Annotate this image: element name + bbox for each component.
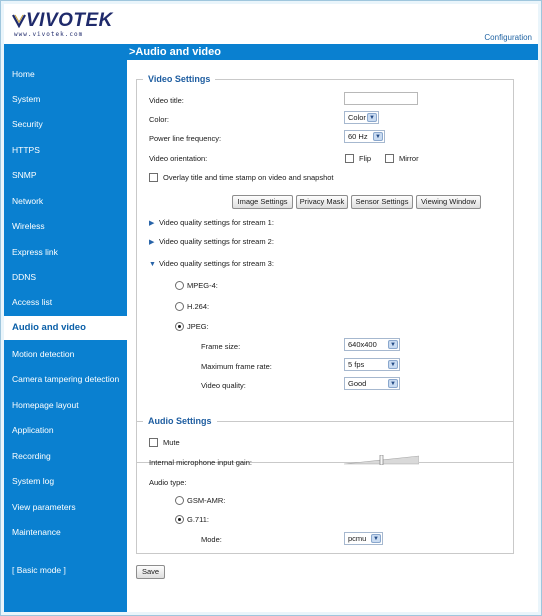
header (4, 4, 538, 44)
stream1-expander[interactable] (149, 218, 274, 227)
sidebar-item-home[interactable]: Home (12, 69, 35, 79)
mirror-checkbox[interactable] (385, 154, 394, 163)
video-settings-legend: Video Settings (143, 74, 215, 84)
mute-label: Mute (163, 438, 180, 447)
sidebar-item-snmp[interactable]: SNMP (12, 170, 37, 180)
power-line-frequency-value: 60 Hz (348, 132, 368, 141)
power-line-frequency-label: Power line frequency: (149, 134, 222, 143)
color-select[interactable] (344, 111, 379, 124)
video-quality-value: Good (348, 379, 367, 388)
sidebar-item-maintenance[interactable]: Maintenance (12, 527, 61, 537)
stream1-label: Video quality settings for stream 1: (159, 218, 274, 227)
sidebar-item-ddns[interactable]: DDNS (12, 272, 37, 282)
audio-type-label: Audio type: (149, 478, 187, 487)
overlay-label: Overlay title and time stamp on video and snapshot (163, 173, 334, 182)
color-label: Color: (149, 115, 170, 124)
jpeg-radio[interactable] (175, 322, 184, 331)
flip-checkbox[interactable] (345, 154, 354, 163)
sidebar-item-network[interactable]: Network (12, 196, 44, 206)
h264-radio[interactable] (175, 302, 184, 311)
chevron-down-icon: ▼ (373, 132, 383, 141)
sidebar-item-wireless[interactable]: Wireless (12, 221, 45, 231)
mode-select[interactable] (344, 532, 383, 545)
video-quality-select[interactable] (344, 377, 400, 390)
max-frame-rate-value: 5 fps (348, 360, 365, 369)
chevron-right-icon: ▶ (149, 239, 155, 246)
mpeg4-label: MPEG-4: (187, 281, 218, 290)
sidebar-item-access-list[interactable]: Access list (12, 297, 53, 307)
mute-checkbox[interactable] (149, 438, 158, 447)
sidebar-item-express-link[interactable]: Express link (12, 247, 58, 257)
audio-settings-legend: Audio Settings (143, 416, 217, 426)
video-orientation-label: Video orientation: (149, 154, 208, 163)
mode-value: pcmu (348, 534, 367, 543)
chevron-down-icon: ▼ (388, 360, 398, 369)
frame-size-select[interactable] (344, 338, 400, 351)
color-select-value: Color (348, 113, 366, 122)
chevron-down-icon: ▼ (149, 261, 156, 268)
mic-gain-slider[interactable] (344, 455, 419, 465)
frame-size-label: Frame size: (201, 342, 241, 351)
frame-size-value: 640x400 (348, 340, 377, 349)
sidebar-item-motion-detection[interactable]: Motion detection (12, 349, 75, 359)
vivotek-logo[interactable] (12, 11, 122, 39)
sidebar-item-camera-tampering-detection[interactable]: Camera tampering detection (12, 374, 120, 384)
stream3-label: Video quality settings for stream 3: (159, 259, 274, 268)
sidebar-item-https[interactable]: HTTPS (12, 145, 40, 155)
sidebar-item-audio-and-video[interactable]: Audio and video (4, 316, 127, 340)
chevron-right-icon: ▶ (149, 220, 155, 227)
stream3-expander[interactable] (149, 259, 274, 268)
video-title-input[interactable] (344, 92, 418, 105)
logo-url: www.vivotek.com (14, 31, 84, 38)
gsm-amr-radio[interactable] (175, 496, 184, 505)
page-title: >Audio and video (127, 44, 538, 60)
privacy-mask-button[interactable]: Privacy Mask (296, 195, 348, 209)
configuration-link[interactable]: Configuration (484, 33, 532, 42)
image-settings-button[interactable]: Image Settings (232, 195, 293, 209)
save-button[interactable]: Save (136, 565, 165, 579)
max-frame-rate-label: Maximum frame rate: (201, 362, 272, 371)
mode-label: Mode: (201, 535, 222, 544)
slider-thumb[interactable] (380, 455, 383, 465)
h264-label: H.264: (187, 302, 210, 311)
gsm-amr-label: GSM-AMR: (187, 496, 226, 505)
power-line-frequency-select[interactable] (344, 130, 385, 143)
sidebar-item-security[interactable]: Security (12, 119, 43, 129)
sidebar (4, 44, 127, 612)
chevron-down-icon: ▼ (367, 113, 377, 122)
max-frame-rate-select[interactable] (344, 358, 400, 371)
main-content (127, 60, 538, 612)
chevron-down-icon: ▼ (388, 379, 398, 388)
chevron-down-icon: ▼ (371, 534, 381, 543)
flip-label: Flip (359, 154, 372, 163)
sidebar-item-system[interactable]: System (12, 94, 41, 104)
video-title-label: Video title: (149, 96, 184, 105)
overlay-checkbox[interactable] (149, 173, 158, 182)
g711-radio[interactable] (175, 515, 184, 524)
mpeg4-radio[interactable] (175, 281, 184, 290)
mic-gain-label: Internal microphone input gain: (149, 458, 252, 467)
audio-settings-group (136, 416, 514, 554)
video-settings-group (136, 74, 514, 463)
sidebar-item-view-parameters[interactable]: View parameters (12, 502, 76, 512)
g711-label: G.711: (187, 515, 209, 524)
logo-mark-icon (12, 14, 26, 28)
sidebar-item-system-log[interactable]: System log (12, 476, 55, 486)
sidebar-item-application[interactable]: Application (12, 425, 54, 435)
mirror-label: Mirror (399, 154, 419, 163)
jpeg-label: JPEG: (187, 322, 209, 331)
sidebar-item-homepage-layout[interactable]: Homepage layout (12, 400, 79, 410)
sensor-settings-button[interactable]: Sensor Settings (351, 195, 413, 209)
chevron-down-icon: ▼ (388, 340, 398, 349)
stream2-expander[interactable] (149, 237, 274, 246)
video-quality-label: Video quality: (201, 381, 246, 390)
viewing-window-button[interactable]: Viewing Window (416, 195, 481, 209)
stream2-label: Video quality settings for stream 2: (159, 237, 274, 246)
sidebar-item-recording[interactable]: Recording (12, 451, 51, 461)
sidebar-item-basic-mode[interactable]: [ Basic mode ] (12, 565, 66, 575)
logo-text: VIVOTEK (26, 10, 113, 31)
